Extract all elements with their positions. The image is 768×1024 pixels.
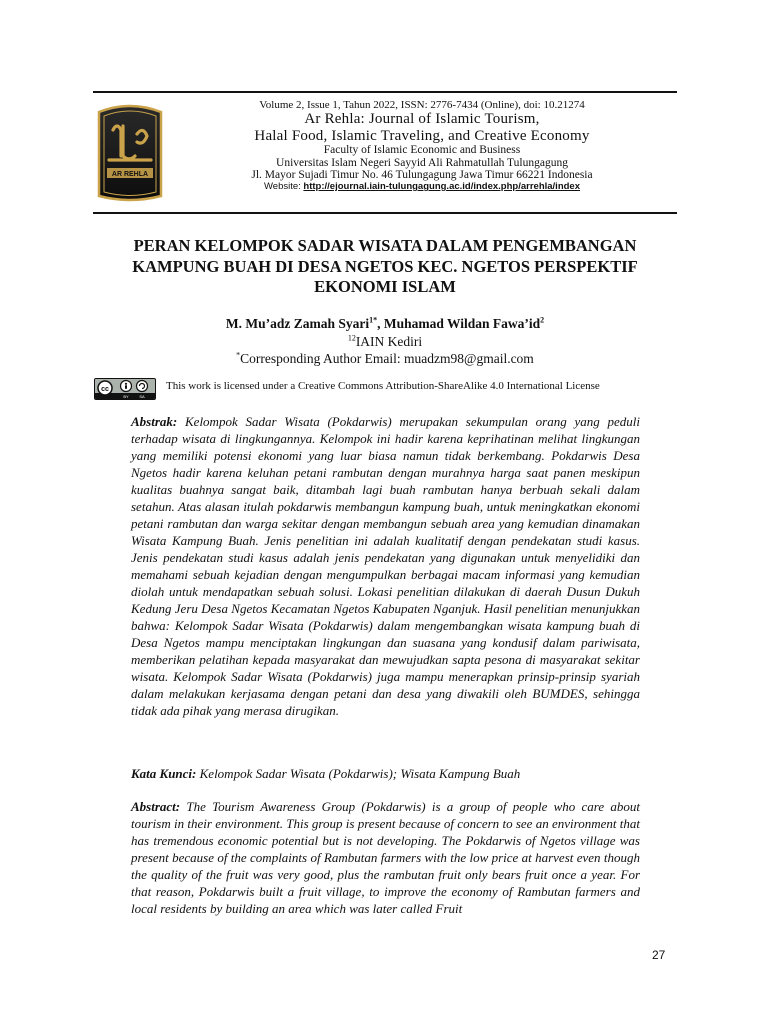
logo-text: AR REHLA [111, 171, 149, 178]
affiliation-sup: 12 [347, 333, 356, 343]
kata-kunci-label: Kata Kunci: [131, 766, 197, 781]
author-2: Muhamad Wildan Fawa’id [383, 316, 541, 331]
svg-text:cc: cc [101, 386, 109, 393]
kata-kunci [131, 765, 640, 782]
journal-logo [93, 100, 167, 204]
address-line: Jl. Mayor Sujadi Timur No. 46 Tulungagung Jawa Timur 66221 Indonesia [251, 169, 593, 182]
faculty-line: Faculty of Islamic Economic and Business [323, 144, 521, 157]
affiliation-text: IAIN Kediri [355, 333, 423, 349]
header-top-rule [93, 91, 677, 93]
affiliation [95, 333, 675, 351]
svg-text:SA: SA [139, 394, 145, 399]
header-bottom-rule [93, 212, 677, 214]
title-line-1: PERAN KELOMPOK SADAR WISATA DALAM PENGEMBANGAN [133, 236, 637, 255]
authors-block [95, 315, 675, 368]
abstrak-paragraph [131, 413, 640, 719]
volume-line: Volume 2, Issue 1, Tahun 2022, ISSN: 2776-7434 (Online), doi: 10.21274 [259, 99, 585, 111]
title-line-2: KAMPUNG BUAH DI DESA NGETOS KEC. NGETOS PERSPEKTIF [132, 256, 638, 276]
journal-name-line-2: Halal Food, Islamic Traveling, and Creative Economy [254, 127, 590, 144]
website-label: Website: [263, 181, 304, 193]
abstract-text: The Tourism Awareness Group (Pokdarwis) is a group of people who care about tourism in their environment. This group is present because of concern to see an environment that has tremendous economic potential but is not developing. The Pokdarwis of Ngetos village was present because of the complaints of Rambutan farmers with the low price at harvest even though the quality of the fruit was very good, plus the rambutan fruit only bears fruit once a year. For that reason, Pokdarwis built a fruit village, to improve the economy of Rambutan farmers and local residents by building an area which was later called Fruit [131, 799, 640, 916]
abstract-label: Abstract: [131, 799, 181, 814]
license-text: This work is licensed under a Creative Commons Attribution-ShareAlike 4.0 International License [166, 380, 600, 392]
corresponding-text: Corresponding Author Email: muadzm98@gmail.com [240, 351, 534, 367]
abstrak-text: Kelompok Sadar Wisata (Pokdarwis) merupakan sekumpulan orang yang peduli terhadap wisata di lingkungannya. Kelompok ini hadir karena keprihatinan melihat lingkungan yang memiliki potensi ekonomi yang luar biasa namun tidak berkembang. Pokdarwis Desa Ngetos hadir karena keluhan petani rambutan dengan murahnya harga saat panen meskipun kualitas buahnya sangat baik, ditambah lagi buah rambutan hanya berbuah sekali dalam setahun. Atas alasan itulah pokdarwis membangun kampung buah, untuk meningkatkan ekonomi petani rambutan dan warga sekitar dengan membangun sebuah area yang kemudian dinamakan Wisata Kampung Buah. Jenis penelitian ini adalah kualitatif dengan pendekatan studi kasus. Jenis pendekatan studi kasus adalah jenis pendekatan yang digunakan untuk menyelidiki dan memahami sebuah kejadian dengan mengumpulkan berbagai macam informasi yang kemudian diolah untuk mendapatkan sebuah solusi. Lokasi penelitian dilakukan di daerah Dusun Dukuh Kedung Jeru Desa Ngetos Kecamatan Ngetos Kabupaten Nganjuk. Hasil penelitian menunjukkan bahwa: Kelompok Sadar Wisata (Pokdarwis) dalam mengembangkan wisata kampung buah di Desa Ngetos mampu menciptakan lingkungan dan suasana yang kondusif dalam pariwisata, memberikan pelatihan kepada masyarakat dan mewujudkan sapta pesona di masyarakat sekitar wisata. Kelompok Sadar Wisata (Pokdarwis) juga mampu menerapkan prinsip-prinsip syariah dalam melakukan kerjasama dengan petani dan desa yang diwakili oleh BUMDES, sehingga tidak ada pihak yang merasa dirugikan. [131, 414, 640, 718]
author-names [95, 315, 675, 333]
journal-header [172, 99, 672, 192]
corresponding-sup: * [236, 350, 241, 360]
journal-name-line-1: Ar Rehla: Journal of Islamic Tourism, [304, 111, 540, 128]
author-2-sup: 2 [540, 315, 545, 325]
title-line-3: EKONOMI ISLAM [314, 277, 456, 297]
kata-kunci-text: Kelompok Sadar Wisata (Pokdarwis); Wisata Kampung Buah [196, 766, 521, 781]
page-number: 27 [652, 948, 666, 962]
cc-by-sa-badge-icon[interactable] [94, 378, 156, 400]
corresponding-author [95, 350, 675, 368]
paper-title [95, 236, 675, 298]
website-line [172, 182, 672, 192]
author-separator: , [377, 316, 384, 331]
svg-text:BY: BY [123, 394, 129, 399]
license-row [94, 377, 674, 399]
website-link[interactable]: http://ejournal.iain-tulungagung.ac.id/index.php/arrehla/index [303, 181, 580, 193]
university-line: Universitas Islam Negeri Sayyid Ali Rahmatullah Tulungagung [276, 156, 568, 169]
abstract-paragraph [131, 798, 640, 917]
author-1-sup: 1* [369, 315, 378, 325]
author-1: M. Mu’adz Zamah Syari [225, 316, 370, 331]
abstrak-label: Abstrak: [131, 414, 178, 429]
